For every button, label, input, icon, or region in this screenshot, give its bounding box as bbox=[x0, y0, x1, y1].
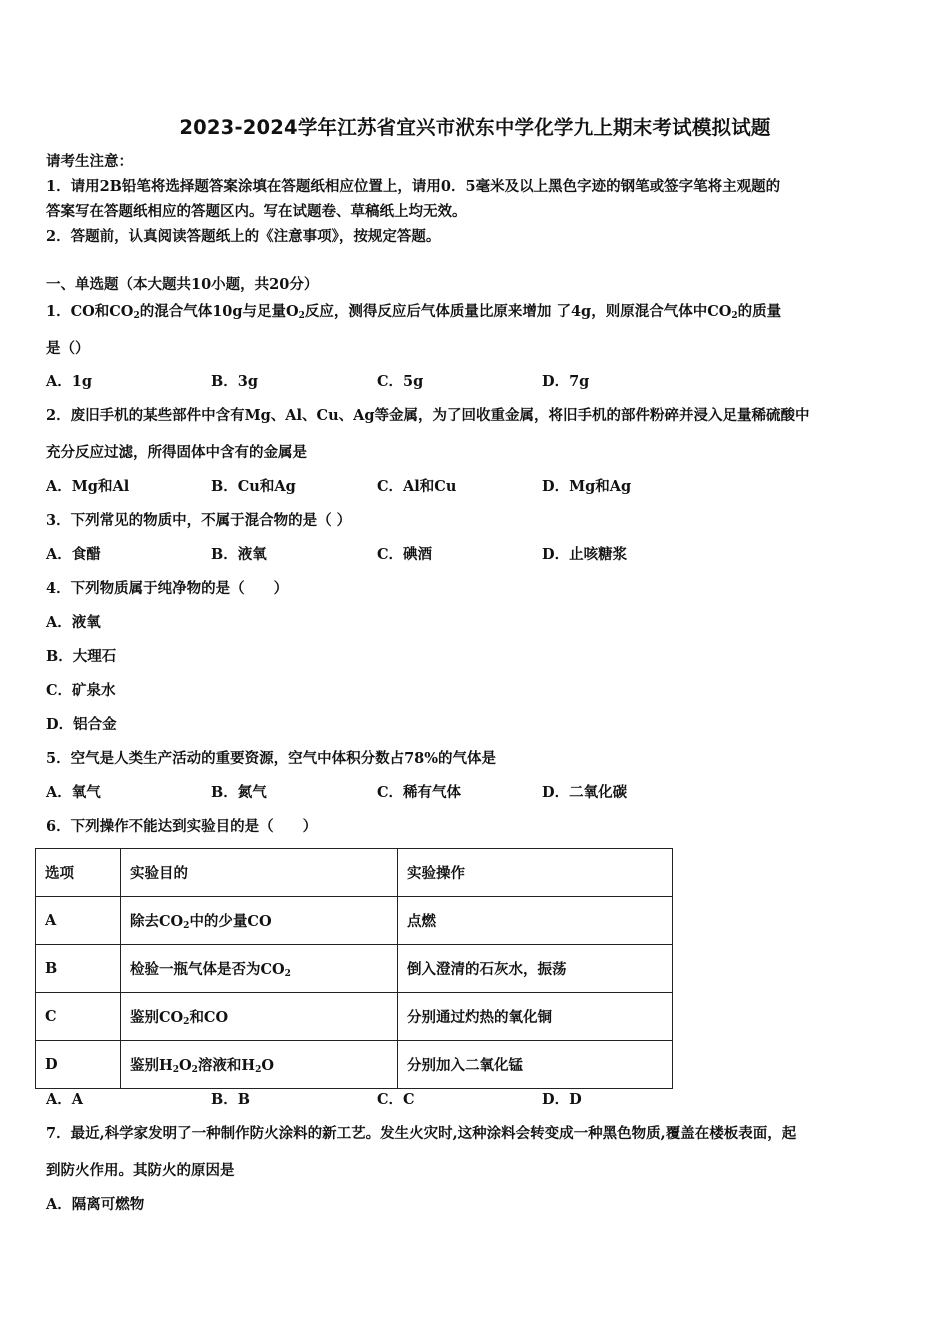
table-row bbox=[36, 993, 673, 1041]
section-heading: 一、单选题（本大题共10小题，共20分） bbox=[46, 276, 319, 293]
page-title: 2023-2024学年江苏省宜兴市洑东中学化学九上期末考试模拟试题 bbox=[179, 116, 771, 139]
q4-option-a: A．液氧 bbox=[46, 614, 101, 631]
q5-option-a: A．氧气 bbox=[46, 784, 101, 801]
question-7-stem: 7．最近,科学家发明了一种制作防火涂料的新工艺。发生火灾时,这种涂料会转变成一种黑色物质,覆盖在楼板表面，起 bbox=[46, 1125, 797, 1142]
row-goal: 鉴别$CO_2$和CO bbox=[121, 993, 398, 1041]
q3-option-b: B．液氧 bbox=[211, 546, 267, 563]
q7-option-a: A．隔离可燃物 bbox=[46, 1196, 145, 1213]
q4-option-b: B．大理石 bbox=[46, 648, 117, 665]
q2-option-b: B．Cu和Ag bbox=[211, 478, 296, 495]
row-operation: 分别通过灼热的氧化铜 bbox=[398, 993, 673, 1041]
q3-option-a: A．食醋 bbox=[46, 546, 101, 563]
notice-item-1a: 1．请用2B铅笔将选择题答案涂填在答题纸相应位置上，请用0．5毫米及以上黑色字迹的钢笔或签字笔将主观题的 bbox=[46, 178, 781, 195]
header-cell-operation: 实验操作 bbox=[398, 849, 673, 897]
q1-option-a: A．1g bbox=[46, 373, 92, 390]
question-1-stem-cont: 是（） bbox=[46, 340, 90, 357]
q3-option-d: D．止咳糖浆 bbox=[542, 546, 628, 563]
header-cell-option: 选项 bbox=[36, 849, 121, 897]
q2-option-c: C．Al和Cu bbox=[377, 478, 457, 495]
notice-item-2: 2．答题前，认真阅读答题纸上的《注意事项》，按规定答题。 bbox=[46, 228, 441, 245]
question-1-stem: 1．CO和$CO_2$的混合气体10g与足量$O_2$反应，测得反应后气体质量比原来增加 了4g，则原混合气体中$CO_2$的质量 bbox=[46, 303, 782, 321]
q3-option-c: C．碘酒 bbox=[377, 546, 433, 563]
q2-option-d: D．Mg和Ag bbox=[542, 478, 632, 495]
notice-item-1b: 答案写在答题纸相应的答题区内。写在试题卷、草稿纸上均无效。 bbox=[46, 203, 467, 220]
row-option: C bbox=[36, 993, 121, 1041]
q2-option-a: A．Mg和Al bbox=[46, 478, 130, 495]
row-operation: 倒入澄清的石灰水，振荡 bbox=[398, 945, 673, 993]
q6-option-b: B．B bbox=[211, 1091, 251, 1108]
row-goal: 鉴别$H_2O_2$溶液和$H_2O$ bbox=[121, 1041, 398, 1089]
q5-option-d: D．二氧化碳 bbox=[542, 784, 628, 801]
question-7-stem-cont: 到防火作用。其防火的原因是 bbox=[46, 1162, 235, 1179]
question-3-stem: 3．下列常见的物质中，不属于混合物的是（ ） bbox=[46, 512, 352, 529]
row-goal: 检验一瓶气体是否为$CO_2$ bbox=[121, 945, 398, 993]
q4-option-d: D．铝合金 bbox=[46, 716, 117, 733]
notice-heading: 请考生注意： bbox=[46, 153, 133, 170]
q6-option-a: A．A bbox=[46, 1091, 84, 1108]
q1-option-c: C．5g bbox=[377, 373, 424, 390]
question-2-stem-cont: 充分反应过滤，所得固体中含有的金属是 bbox=[46, 444, 307, 461]
row-option: B bbox=[36, 945, 121, 993]
table-header-row bbox=[36, 849, 673, 897]
table-row bbox=[36, 897, 673, 945]
q6-option-d: D．D bbox=[542, 1091, 582, 1108]
q1-option-b: B．3g bbox=[211, 373, 258, 390]
question-4-stem: 4．下列物质属于纯净物的是（ ） bbox=[46, 580, 289, 597]
header-cell-goal: 实验目的 bbox=[121, 849, 398, 897]
table-row bbox=[36, 945, 673, 993]
row-operation: 分别加入二氧化锰 bbox=[398, 1041, 673, 1089]
q6-option-c: C．C bbox=[377, 1091, 415, 1108]
question-5-stem: 5．空气是人类生产活动的重要资源，空气中体积分数占78%的气体是 bbox=[46, 750, 497, 767]
question-2-stem: 2．废旧手机的某些部件中含有Mg、Al、Cu、Ag等金属，为了回收重金属，将旧手机的部件粉碎并浸入足量稀硫酸中 bbox=[46, 407, 810, 424]
table-row bbox=[36, 1041, 673, 1089]
q5-option-c: C．稀有气体 bbox=[377, 784, 462, 801]
row-option: A bbox=[36, 897, 121, 945]
experiment-table bbox=[35, 848, 673, 1089]
q4-option-c: C．矿泉水 bbox=[46, 682, 116, 699]
q5-option-b: B．氮气 bbox=[211, 784, 267, 801]
question-6-stem: 6．下列操作不能达到实验目的是（ ） bbox=[46, 818, 318, 835]
row-option: D bbox=[36, 1041, 121, 1089]
row-operation: 点燃 bbox=[398, 897, 673, 945]
q1-option-d: D．7g bbox=[542, 373, 590, 390]
row-goal: 除去$CO_2$中的少量CO bbox=[121, 897, 398, 945]
